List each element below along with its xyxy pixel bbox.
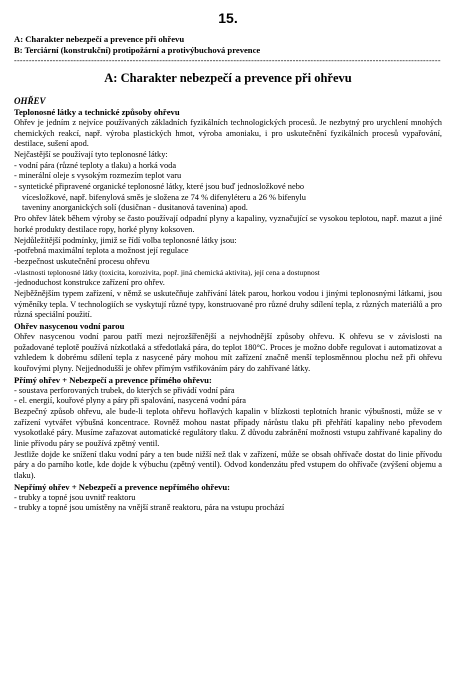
list-item: -bezpečnost uskutečnění procesu ohřevu: [14, 256, 150, 266]
heading-a: A: Charakter nebezpečí a prevence při ohřevu: [14, 34, 185, 44]
list-item: -vlastnosti teplonosné látky (toxicita, korozivita, popř. jiná chemická aktivita), její cena a dostupnost: [14, 267, 320, 277]
subheading-teplonosne-latky: Teplonosné látky a technické způsoby ohřevu: [14, 107, 180, 117]
list-item-continuation: vícesložkové, např. bifenylová směs je složena ze 74 % difenyléteru a 26 % bifenylu: [22, 192, 306, 202]
list-item: - syntetické připravené organické teplonosné látky, které jsou buď jednosložkové nebo: [14, 182, 305, 192]
list-item: -jednoduchost konstrukce zařízení pro ohřev.: [14, 278, 165, 288]
document-page: [14, 10, 442, 514]
subheading-primy-ohrev: Přímý ohřev + Nebezpečí a prevence přímého ohřevu:: [14, 374, 212, 385]
paragraph: Ohřev nasycenou vodní parou patří mezi nejrozšířenější a nejvhodnější způsoby ohřevu. K ohřevu se v závislosti na požadované teplotě používá nízkotlaká a středotlaká pára, do teplot 180°C. Proces je možno dobře regulovat i automatizovat a vzhledem k dobrému sdílení tepla z nasycené páry mohou mít zařízení značně menší teplosměnnou plochu než při ohřevu kouřovými plyny. Nejjednodušší je ohřev přímým vstřikováním páry do zahřívané látky.: [14, 331, 442, 374]
paragraph: Jestliže dojde ke snížení tlaku vodní páry a ten bude nižší než tlak v zařízení, může se obsah ohřívače dostat do linie přívodu páry a do parního kotle, kde dojde k výbuchu (zpětný ventil). Odvod kondenzátu před vstupem do ohřívače (zvýšení objemu a tlaku).: [14, 449, 442, 481]
heading-b: B: Terciární (konstrukční) protipožární a protivýbuchová prevence: [14, 45, 261, 55]
paragraph: Pro ohřev látek během výroby se často používají odpadní plyny a kapaliny, vyznačující se vysokou teplotou, např. mazut a jiné horké produkty destilace ropy, horké plyny koksoven.: [14, 214, 442, 234]
subheading-ohrev-parou: Ohřev nasycenou vodní parou: [14, 321, 125, 332]
section-heading: OHŘEV: [14, 96, 46, 106]
subheading-neprimy-ohrev: Nepřímý ohřev + Nebezpečí a prevence nepřímého ohřevu:: [14, 481, 230, 492]
separator-line: ------------------------------------------------------------------------------------------------------------------------------------------------: [14, 56, 441, 65]
list-item: - minerální oleje s vysokým rozmezím teplot varu: [14, 171, 182, 181]
section-title: A: Charakter nebezpečí a prevence při ohřevu: [104, 71, 352, 85]
paragraph: Nejdůležitější podmínky, jimiž se řídí volba teplonosné látky jsou:: [14, 235, 237, 245]
list-item: - el. energií, kouřové plyny a páry při spalování, nasycená vodní pára: [14, 396, 246, 406]
list-item: - trubky a topné jsou uvnitř reaktoru: [14, 492, 136, 502]
list-item-continuation: taveniny anorganických solí (dusičnan - dusitanová tavenina) apod.: [22, 203, 248, 213]
paragraph: Nejběžnějším typem zařízení, v němž se uskutečňuje zahřívání látek parou, horkou vodou i jinými teplonosnými látkami, jsou výměníky tepla. V technologiích se vyskytují různé typy, konstruované pro různé druhy sdílení tepla, z různých materiálů a pro různá speciální použití.: [14, 289, 442, 320]
list-item: - vodní pára (různé teploty a tlaku) a horká voda: [14, 160, 177, 170]
paragraph: Nejčastější se používají tyto teplonosné látky:: [14, 149, 168, 159]
paragraph: Ohřev je jedním z nejvíce používaných základních fyzikálních technologických procesů. Je nezbytný pro urychlení mnohých chemických reakcí, např. výroba plastických hmot, výroba amoniaku, i pro uskutečnění fyzikálních procesů vypařování, destilace, sušení apod.: [14, 117, 442, 149]
page-number: 15.: [218, 10, 238, 26]
list-item: - trubky a topné jsou umístěny na vnější straně reaktoru, pára na vstupu prochází: [14, 503, 285, 513]
list-item: -potřebná maximální teplota a možnost její regulace: [14, 246, 189, 256]
paragraph: Bezpečný způsob ohřevu, ale bude-li teplota ohřevu hořlavých kapalin v blízkosti teplotních hranic výbušnosti, může se v zařízení vytvářet výbušná koncentrace. Rovněž mohou nastat případy nárůstu tlaku při přehřátí kapaliny nebo převodem vysokotlaké páry. Musíme zařazovat automatické regulátory tlaku. Z důvodu zabránění možnosti vstupu zahřívané kapaliny do linie přívodu páry se používá zpětný ventil.: [14, 406, 442, 449]
list-item: - soustava perforovaných trubek, do kterých se přivádí vodní pára: [14, 385, 235, 395]
